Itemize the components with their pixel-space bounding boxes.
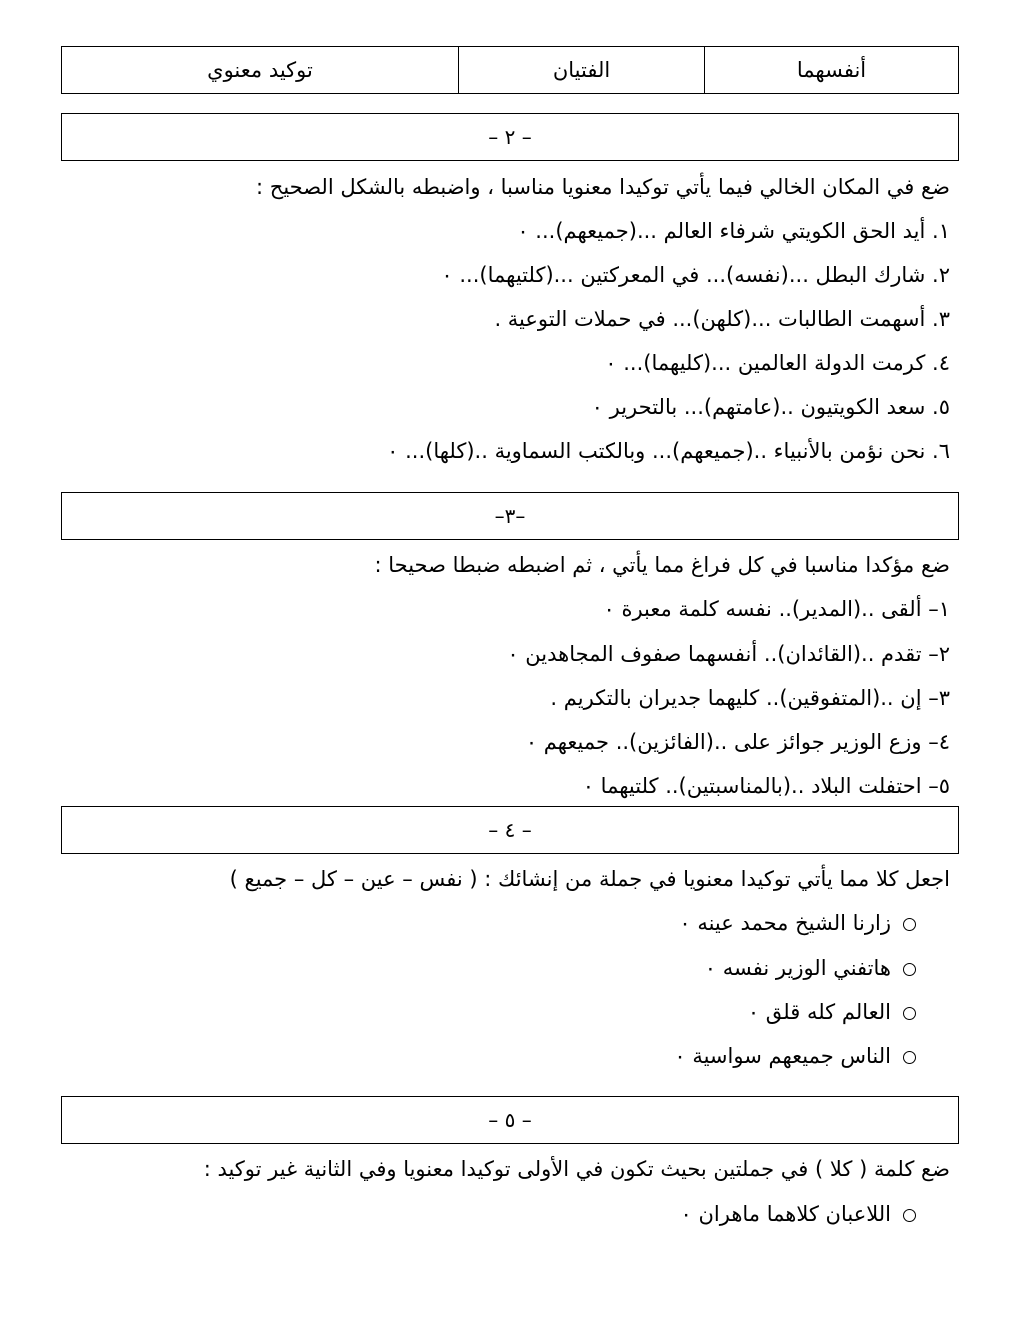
section-4-item-1-text: زارنا الشيخ محمد عينه ٠ <box>679 911 891 935</box>
section-4-header: – ٤ – <box>61 806 959 854</box>
bullet-circle-icon <box>903 1051 916 1064</box>
section-5-header: – ٥ – <box>61 1096 959 1144</box>
section-2-item-3: ٣. أسهمت الطالبات ...(كلهن)... في حملات التوعية . <box>494 307 950 331</box>
section-3-item-1: ١– ألقى ..(المدير).. نفسه كلمة معبرة ٠ <box>603 597 950 621</box>
section-5-item-1-text: اللاعبان كلاهما ماهران ٠ <box>680 1202 891 1226</box>
section-2-instruction: ضع في المكان الخالي فيما يأتي توكيدا معنويا مناسبا ، واضبطه بالشكل الصحيح : <box>256 175 950 199</box>
table-cell-2: الفتيان <box>459 47 705 93</box>
bullet-circle-icon <box>903 918 916 931</box>
section-2-item-2: ٢. شارك البطل ...(نفسه)... في المعركتين ...(كلتيهما)... ٠ <box>441 263 950 287</box>
bullet-circle-icon <box>903 1209 916 1222</box>
section-4-item-2 <box>705 953 916 983</box>
section-5-instruction: ضع كلمة ( كلا ) في جملتين بحيث تكون في الأولى توكيدا معنويا وفي الثانية غير توكيد : <box>203 1157 950 1181</box>
section-4-item-4-text: الناس جميعهم سواسية ٠ <box>674 1044 891 1068</box>
bullet-circle-icon <box>903 1007 916 1020</box>
section-2-item-5: ٥. سعد الكويتيون ..(عامتهم)... بالتحرير ٠ <box>591 395 950 419</box>
section-3-item-4: ٤– وزع الوزير جوائز على ..(الفائزين).. جميعهم ٠ <box>525 730 950 754</box>
top-table-row <box>61 46 959 94</box>
bullet-circle-icon <box>903 963 916 976</box>
table-cell-3: توكيد معنوي <box>62 47 459 93</box>
section-4-item-1 <box>679 908 916 938</box>
section-2-item-6: ٦. نحن نؤمن بالأنبياء ..(جميعهم)... وبالكتب السماوية ..(كلها)... ٠ <box>387 439 950 463</box>
section-4-item-3-text: العالم كله قلق ٠ <box>747 1000 891 1024</box>
section-4-item-2-text: هاتفني الوزير نفسه ٠ <box>704 956 891 980</box>
section-2-header: – ٢ – <box>61 113 959 161</box>
section-5-item-1 <box>681 1199 916 1229</box>
section-2-item-4: ٤. كرمت الدولة العالمين ...(كليهما)... ٠ <box>605 351 950 375</box>
section-3-item-3: ٣– إن ..(المتفوقين).. كليهما جديران بالتكريم . <box>550 686 950 710</box>
section-3-instruction: ضع مؤكدا مناسبا في كل فراغ مما يأتي ، ثم اضبطه ضبطا صحيحا : <box>374 553 950 577</box>
section-3-header: –٣– <box>61 492 959 540</box>
section-2-item-1: ١. أيد الحق الكويتي شرفاء العالم ...(جميعهم)... ٠ <box>517 219 950 243</box>
section-4-item-4 <box>674 1041 916 1071</box>
section-4-item-3 <box>748 997 916 1027</box>
section-3-item-5: ٥– احتفلت البلاد ..(بالمناسبتين).. كلتيهما ٠ <box>582 774 950 798</box>
section-4-instruction: اجعل كلا مما يأتي توكيدا معنويا في جملة من إنشائك : ( نفس – عين – كل – جميع ) <box>229 867 950 891</box>
section-3-item-2: ٢– تقدم ..(القائدان).. أنفسهما صفوف المجاهدين ٠ <box>507 642 950 666</box>
table-cell-1: أنفسهما <box>796 58 867 82</box>
